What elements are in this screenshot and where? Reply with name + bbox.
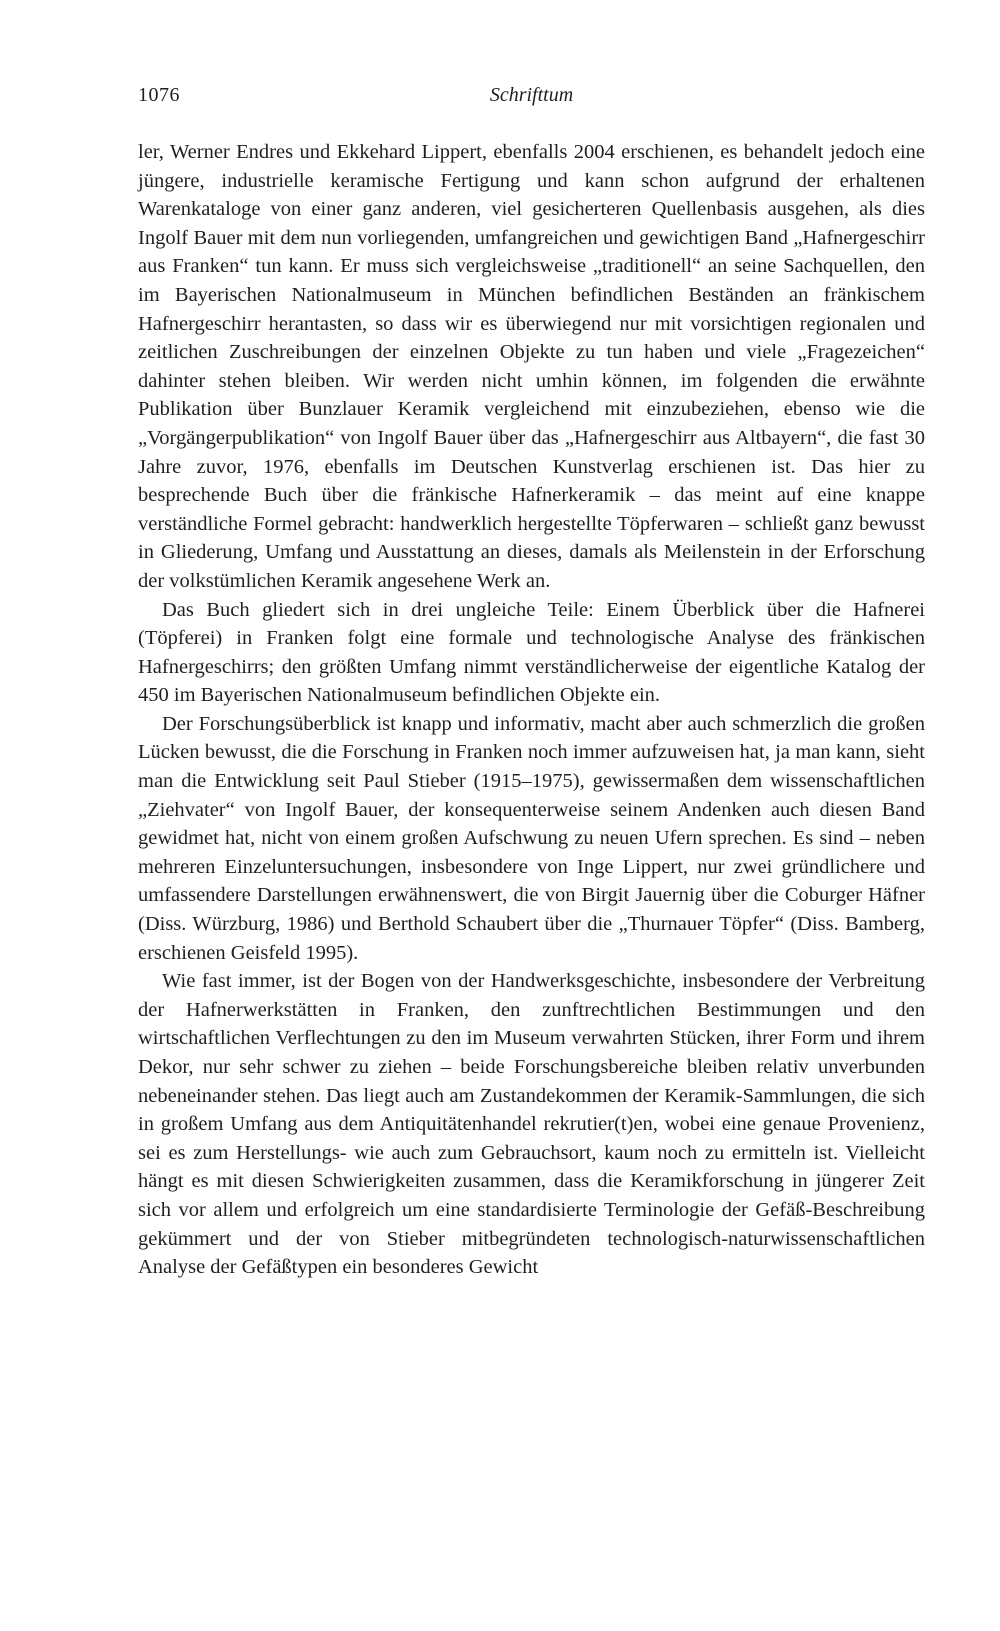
- page-number: 1076: [138, 84, 180, 106]
- paragraph-research-overview: Der Forschungsüberblick ist knapp und informativ, macht aber auch schmerzlich die großen Lücken bewusst, die die Forschung in Franken noch immer aufzuweisen hat, ja man kann, sieht man die Entwicklung seit Paul Stieber (1915–1975), gewissermaßen dem wissenschaftlichen „Ziehvater“ von Ingolf Bauer, der konsequenterweise seinem Andenken auch diesen Band gewidmet hat, nicht von einem großen Aufschwung zu neuen Ufern sprechen. Es sind – neben mehreren Einzeluntersuchungen, insbesondere von Inge Lippert, nur zwei gründlichere und umfassendere Darstellungen erwähnenswert, die von Birgit Jauernig über die Coburger Häfner (Diss. Würzburg, 1986) und Berthold Schaubert über die „Thurnauer Töpfer“ (Diss. Bamberg, erschienen Geisfeld 1995).: [138, 712, 925, 964]
- paragraph-continued: ler, Werner Endres und Ekkehard Lippert, ebenfalls 2004 erschienen, es behandelt jedoch eine jüngere, industrielle keramische Fertigung und kann schon aufgrund der erhaltenen Warenkataloge von einer ganz anderen, viel gesicherteren Quellenbasis ausgehen, als dies Ingolf Bauer mit dem nun vorliegenden, umfangreichen und gewichtigen Band „Hafnergeschirr aus Franken“ tun kann. Er muss sich vergleichsweise „traditionell“ an seine Sachquellen, den im Bayerischen Nationalmuseum in München befindlichen Beständen an fränkischem Hafnergeschirr herantasten, so dass wir es überwiegend nur mit vorsichtigen regionalen und zeitlichen Zuschreibungen der einzelnen Objekte zu tun haben und viele „Fragezeichen“ dahinter stehen bleiben. Wir werden nicht umhin können, im folgenden die erwähnte Publikation über Bunzlauer Keramik vergleichend mit einzubeziehen, ebenso wie die „Vorgängerpublikation“ von Ingolf Bauer über das „Hafnergeschirr aus Altbayern“, die fast 30 Jahre zuvor, 1976, ebenfalls im Deutschen Kunstverlag erschienen ist. Das hier zu besprechende Buch über die fränkische Hafnerkeramik – das meint auf eine knappe verständliche Formel gebracht: handwerklich hergestellte Töpferwaren – schließt ganz bewusst in Gliederung, Umfang und Ausstattung an dieses, damals als Meilenstein in der Erforschung der volkstümlichen Keramik angesehene Werk an.: [138, 141, 925, 592]
- section-title: Schrifttum: [489, 84, 574, 106]
- paragraph-craft-history: Wie fast immer, ist der Bogen von der Handwerksgeschichte, insbesondere der Verbreitung der Hafnerwerkstätten in Franken, den zunftrechtlichen Bestimmungen und den wirtschaftlichen Verflechtungen zu den im Museum verwahrten Stücken, ihrer Form und ihrem Dekor, nur sehr schwer zu ziehen – beide Forschungsbereiche bleiben relativ unverbunden nebeneinander stehen. Das liegt auch am Zustandekommen der Keramik-Sammlungen, die sich in großem Umfang aus dem Antiquitätenhandel rekrutier(t)en, wobei eine genaue Provenienz, sei es zum Herstellungs- wie auch zum Gebrauchsort, kaum noch zu ermitteln ist. Vielleicht hängt es mit diesen Schwierigkeiten zusammen, dass die Keramikforschung in jüngerer Zeit sich vor allem und erfolgreich um eine standardisierte Terminologie der Gefäß-Beschreibung gekümmert und der von Stieber mitbegründeten technologisch-naturwissenschaftlichen Analyse der Gefäßtypen ein besonderes Gewicht: [138, 970, 925, 1279]
- body-text: [138, 138, 925, 1282]
- running-header: [138, 84, 925, 114]
- paragraph-book-structure: Das Buch gliedert sich in drei ungleiche Teile: Einem Überblick über die Hafnerei (Töpferei) in Franken folgt eine formale und technologische Analyse des fränkischen Hafnergeschirrs; den größten Umfang nimmt verständlicherweise der eigentliche Katalog der 450 im Bayerischen Nationalmuseum befindlichen Objekte ein.: [138, 598, 925, 707]
